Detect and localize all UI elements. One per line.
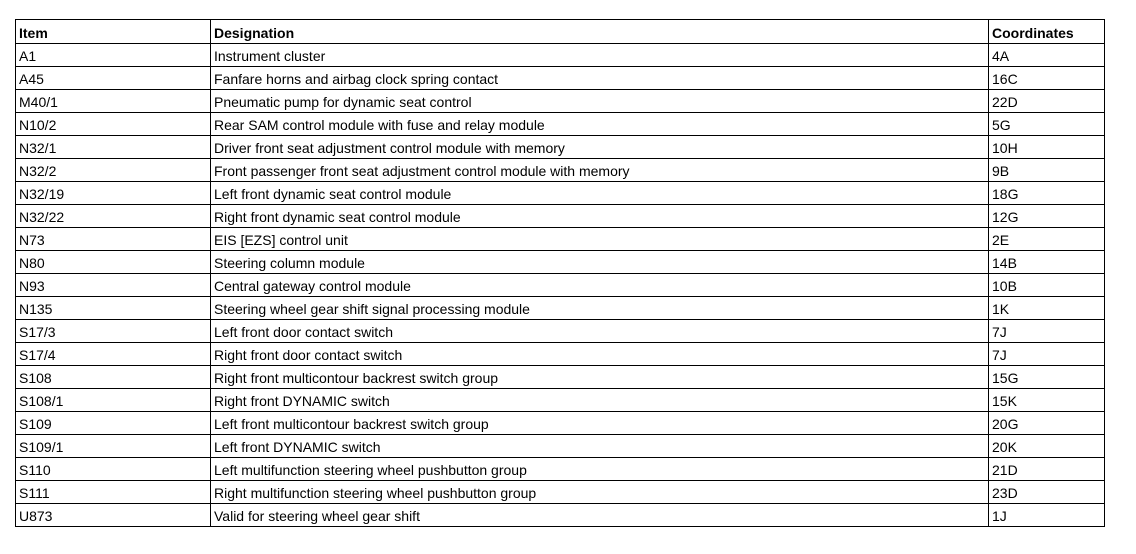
cell-coordinates: 21D — [989, 458, 1105, 481]
cell-coordinates: 4A — [989, 44, 1105, 67]
cell-item: S108/1 — [16, 389, 211, 412]
cell-designation: Central gateway control module — [211, 274, 989, 297]
cell-designation: Instrument cluster — [211, 44, 989, 67]
table-row — [16, 412, 1105, 435]
table-row — [16, 67, 1105, 90]
cell-coordinates: 20K — [989, 435, 1105, 458]
cell-designation: Fanfare horns and airbag clock spring contact — [211, 67, 989, 90]
cell-item: N32/1 — [16, 136, 211, 159]
table-header — [16, 20, 1105, 44]
cell-item: A45 — [16, 67, 211, 90]
table-row — [16, 44, 1105, 67]
cell-designation: Steering column module — [211, 251, 989, 274]
cell-coordinates: 9B — [989, 159, 1105, 182]
table-row — [16, 228, 1105, 251]
cell-item: N32/2 — [16, 159, 211, 182]
cell-designation: Right front dynamic seat control module — [211, 205, 989, 228]
cell-designation: Right front multicontour backrest switch group — [211, 366, 989, 389]
cell-coordinates: 15G — [989, 366, 1105, 389]
table-row — [16, 159, 1105, 182]
cell-item: S17/3 — [16, 320, 211, 343]
cell-designation: Right front DYNAMIC switch — [211, 389, 989, 412]
table-row — [16, 389, 1105, 412]
cell-designation: Left front door contact switch — [211, 320, 989, 343]
table-row — [16, 320, 1105, 343]
cell-item: N135 — [16, 297, 211, 320]
cell-designation: Left front DYNAMIC switch — [211, 435, 989, 458]
component-legend-table — [15, 19, 1105, 527]
cell-item: N10/2 — [16, 113, 211, 136]
table-row — [16, 458, 1105, 481]
cell-coordinates: 1J — [989, 504, 1105, 527]
cell-designation: Rear SAM control module with fuse and relay module — [211, 113, 989, 136]
cell-coordinates: 7J — [989, 343, 1105, 366]
cell-item: S110 — [16, 458, 211, 481]
table-row — [16, 251, 1105, 274]
cell-designation: Left multifunction steering wheel pushbutton group — [211, 458, 989, 481]
table-row — [16, 136, 1105, 159]
cell-coordinates: 14B — [989, 251, 1105, 274]
header-designation: Designation — [211, 20, 989, 44]
table-row — [16, 504, 1105, 527]
cell-item: S17/4 — [16, 343, 211, 366]
cell-coordinates: 12G — [989, 205, 1105, 228]
cell-coordinates: 20G — [989, 412, 1105, 435]
table-body — [16, 44, 1105, 527]
cell-coordinates: 2E — [989, 228, 1105, 251]
cell-designation: Right multifunction steering wheel pushbutton group — [211, 481, 989, 504]
cell-item: N32/19 — [16, 182, 211, 205]
cell-coordinates: 10H — [989, 136, 1105, 159]
cell-coordinates: 18G — [989, 182, 1105, 205]
cell-item: S108 — [16, 366, 211, 389]
cell-item: S109 — [16, 412, 211, 435]
cell-item: M40/1 — [16, 90, 211, 113]
table-row — [16, 366, 1105, 389]
cell-designation: Steering wheel gear shift signal processing module — [211, 297, 989, 320]
cell-item: N73 — [16, 228, 211, 251]
cell-coordinates: 23D — [989, 481, 1105, 504]
cell-designation: EIS [EZS] control unit — [211, 228, 989, 251]
cell-coordinates: 22D — [989, 90, 1105, 113]
table-row — [16, 205, 1105, 228]
cell-coordinates: 5G — [989, 113, 1105, 136]
cell-item: N32/22 — [16, 205, 211, 228]
table-row — [16, 113, 1105, 136]
cell-coordinates: 15K — [989, 389, 1105, 412]
cell-coordinates: 10B — [989, 274, 1105, 297]
cell-item: A1 — [16, 44, 211, 67]
header-coordinates: Coordinates — [989, 20, 1105, 44]
cell-designation: Left front dynamic seat control module — [211, 182, 989, 205]
cell-coordinates: 7J — [989, 320, 1105, 343]
cell-item: S111 — [16, 481, 211, 504]
cell-item: N93 — [16, 274, 211, 297]
table-row — [16, 274, 1105, 297]
cell-item: U873 — [16, 504, 211, 527]
table-row — [16, 182, 1105, 205]
header-item: Item — [16, 20, 211, 44]
cell-designation: Driver front seat adjustment control module with memory — [211, 136, 989, 159]
table-row — [16, 343, 1105, 366]
cell-designation: Right front door contact switch — [211, 343, 989, 366]
header-row — [16, 20, 1105, 44]
cell-designation: Pneumatic pump for dynamic seat control — [211, 90, 989, 113]
table-row — [16, 481, 1105, 504]
table-row — [16, 90, 1105, 113]
cell-designation: Left front multicontour backrest switch group — [211, 412, 989, 435]
cell-coordinates: 16C — [989, 67, 1105, 90]
cell-designation: Front passenger front seat adjustment control module with memory — [211, 159, 989, 182]
cell-item: S109/1 — [16, 435, 211, 458]
table-row — [16, 435, 1105, 458]
cell-designation: Valid for steering wheel gear shift — [211, 504, 989, 527]
cell-coordinates: 1K — [989, 297, 1105, 320]
table-row — [16, 297, 1105, 320]
cell-item: N80 — [16, 251, 211, 274]
